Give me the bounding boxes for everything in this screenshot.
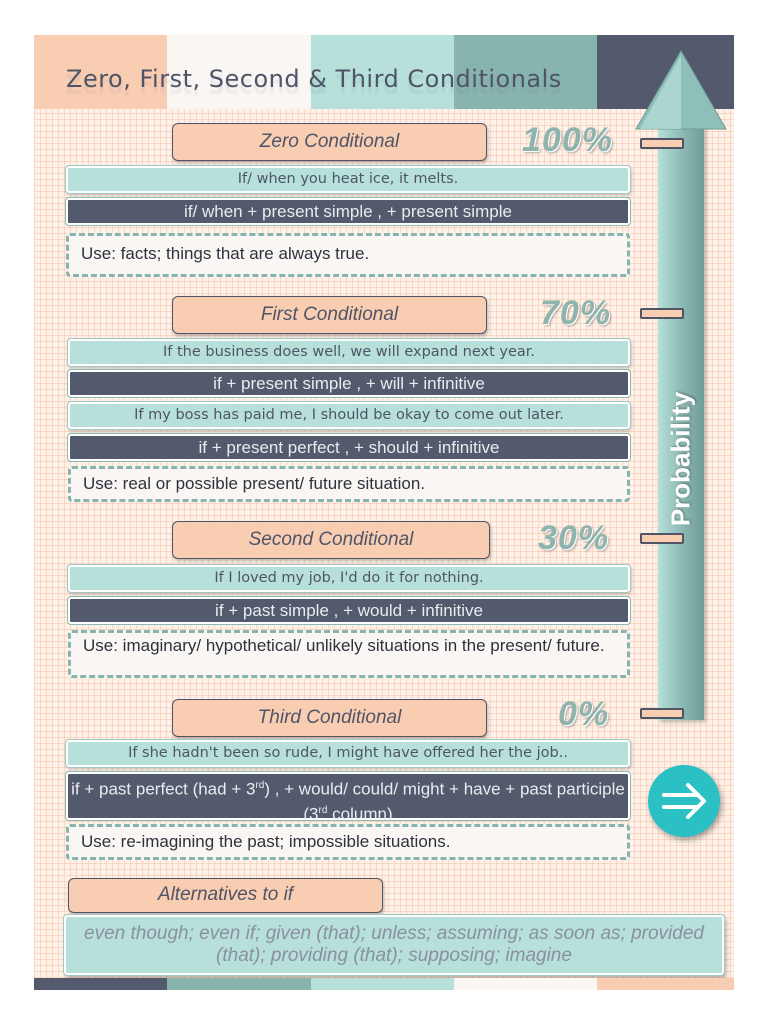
probability-label: Probability: [665, 391, 696, 527]
page-title: Zero, First, Second & Third Conditionals: [66, 65, 562, 93]
example-first-1: If the business does well, we will expand next year.: [68, 339, 630, 366]
heading-zero-conditional: Zero Conditional: [172, 123, 487, 161]
probability-arrow-head-icon: [634, 49, 728, 131]
percent-100: 100%: [522, 121, 613, 159]
next-arrow-button[interactable]: [648, 765, 720, 837]
use-first: Use: real or possible present/ future situation.: [68, 466, 630, 502]
double-arrow-right-icon: [648, 765, 720, 837]
structure-first-2: if + present perfect , + should + infinitive: [68, 434, 630, 461]
heading-first-conditional: First Conditional: [172, 296, 487, 334]
example-second: If I loved my job, I'd do it for nothing.: [68, 565, 630, 592]
tick-0: [640, 708, 684, 719]
heading-second-conditional: Second Conditional: [172, 521, 490, 559]
structure-third-sup-1: rd: [255, 780, 265, 791]
footer-stripe-peach: [597, 978, 734, 990]
tick-30: [640, 533, 684, 544]
structure-third: [66, 772, 630, 824]
structure-third-part-1: if + past perfect (had + 3: [71, 779, 256, 799]
example-zero: If/ when you heat ice, it melts.: [66, 166, 630, 193]
infographic-sheet: [34, 35, 734, 990]
tick-70: [640, 308, 684, 319]
percent-0: 0%: [558, 695, 610, 733]
example-first-2: If my boss has paid me, I should be okay to come out later.: [68, 402, 630, 429]
alternatives-box: even though; even if; given (that); unless; assuming; as soon as; provided (that); providing (that); supposing; imagine: [64, 915, 724, 975]
footer-stripe-mint: [311, 978, 454, 990]
structure-third-part-2: ) , + would/ could/ might + have + past participle (3: [264, 779, 625, 824]
heading-third-conditional: Third Conditional: [172, 699, 487, 737]
use-second: Use: imaginary/ hypothetical/ unlikely situations in the present/ future.: [68, 630, 630, 678]
percent-30: 30%: [538, 519, 610, 557]
use-zero: Use: facts; things that are always true.: [66, 233, 630, 277]
structure-third-part-3: column): [327, 804, 393, 824]
footer-stripe-white: [454, 978, 597, 990]
footer-stripe-teal: [167, 978, 311, 990]
footer-stripe-slate: [34, 978, 167, 990]
heading-alternatives: Alternatives to if: [68, 878, 383, 913]
example-third: If she hadn't been so rude, I might have offered her the job..: [66, 740, 630, 767]
structure-first-1: if + present simple , + will + infinitive: [68, 370, 630, 397]
percent-70: 70%: [540, 294, 612, 332]
structure-second: if + past simple , + would + infinitive: [68, 597, 630, 624]
use-third: Use: re-imagining the past; impossible situations.: [66, 824, 630, 860]
tick-100: [640, 138, 684, 149]
structure-zero: if/ when + present simple , + present simple: [66, 198, 630, 225]
structure-third-sup-2: rd: [318, 804, 328, 816]
